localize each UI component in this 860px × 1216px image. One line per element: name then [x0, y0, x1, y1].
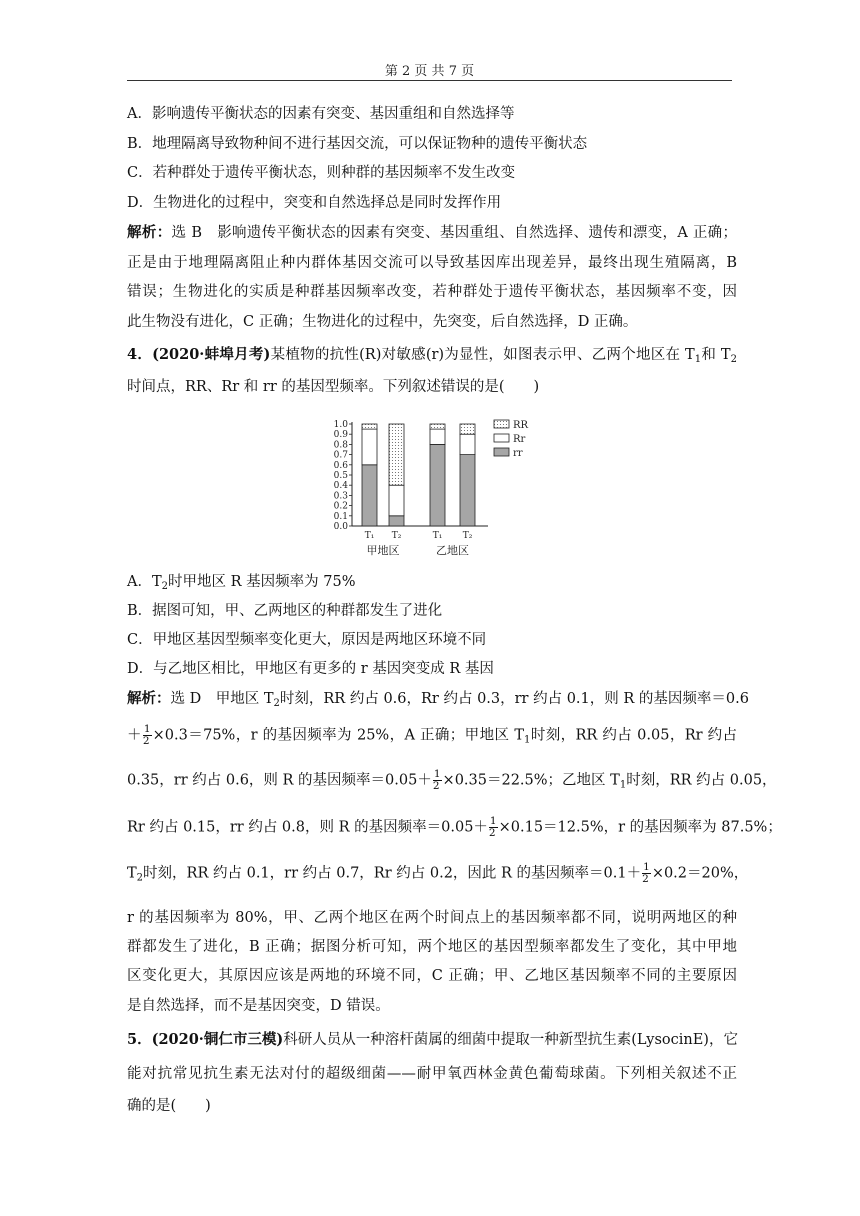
q4-option-d: D．与乙地区相比，甲地区有更多的 r 基因突变成 R 基因 — [127, 661, 494, 677]
fraction-half: $\frac{1}{2}$ — [488, 815, 497, 839]
y-tick-label: 0.9 — [333, 430, 348, 441]
bar-segment-RR — [460, 424, 475, 434]
q4-analysis-line-6: r 的基因频率为 80%，甲、乙两个地区在两个时间点上的基因频率都不同，说明两地区的种 — [127, 910, 737, 926]
legend — [494, 420, 529, 459]
q4-option-a: A．$T_2$时甲地区 R 基因频率为 75% — [127, 574, 356, 592]
q4-option-c: C．甲地区基因型频率变化更大，原因是两地区环境不同 — [127, 632, 487, 648]
legend-label-RR: RR — [513, 420, 529, 431]
y-tick-label: 0.4 — [333, 481, 348, 492]
y-tick-label: 0.3 — [333, 491, 348, 502]
analysis-label: 解析： — [127, 224, 172, 241]
q4-stem-line-1: 4．(2020·蚌埠月考)某植物的抗性(R)对敏感(r)为显性，如图表示甲、乙两个地区在 $T_1$和 $T_2$ — [127, 346, 737, 365]
legend-swatch-Rr — [494, 434, 509, 442]
bar-segment-RR — [430, 424, 445, 429]
y-tick-label: 0.1 — [333, 511, 348, 522]
q3-analysis-line-1: 解析：选 B 影响遗传平衡状态的因素有突变、基因重组、自然选择、遗传和漂变，A 正确； — [127, 224, 738, 241]
q4-analysis-line-5: $T_2$时刻，RR 约占 0.1，rr 约占 0.7，Rr 约占 0.2，因此 R 的基因频率＝0.1＋ $\frac{1}{2}$ ×0.2＝20%， — [127, 861, 749, 885]
legend-swatch-RR — [494, 420, 509, 428]
genotype-frequency-chart — [322, 414, 542, 560]
q3-analysis-line-4: 此生物没有进化，C 正确；生物进化的过程中，先突变，后自然选择，D 正确。 — [127, 314, 638, 330]
bar-segment-RR — [389, 424, 404, 485]
legend-swatch-rr — [494, 448, 509, 456]
y-tick-label: 0.0 — [333, 522, 348, 532]
q3-analysis-line-2: 正是由于地理隔离阻止种内群体基因交流可以导致基因库出现差异，最终出现生殖隔离，B — [127, 255, 737, 271]
q3-analysis-line-3: 错误；生物进化的实质是种群基因频率改变，若种群处于遗传平衡状态，基因频率不变，因 — [127, 284, 737, 300]
q5-stem-line-2: 能对抗常见抗生素无法对付的超级细菌——耐甲氧西林金黄色葡萄球菌。下列相关叙述不正 — [127, 1066, 737, 1082]
q4-analysis-line-9: 是自然选择，而不是基因突变，D 错误。 — [127, 998, 390, 1014]
header-rule — [127, 80, 732, 81]
q4-analysis-line-2: ＋ $\frac{1}{2}$ ×0.3＝75%，r 的基因频率为 25%，A 正确；甲地区 $T_1$时刻，RR 约占 0.05，Rr 约占 — [127, 723, 738, 747]
q4-analysis-line-1: 解析：选 D 甲地区 $T_2$时刻，RR 约占 0.6，Rr 约占 0.3，rr 约占 0.1，则 R 的基因频率＝0.6 — [127, 690, 749, 709]
q3-option-c: C．若种群处于遗传平衡状态，则种群的基因频率不发生改变 — [127, 165, 516, 181]
bar-segment-rr — [460, 455, 475, 526]
legend-label-Rr: Rr — [513, 434, 526, 445]
bar-segment-Rr — [430, 429, 445, 444]
q5-stem-line-3: 确的是( ) — [127, 1098, 211, 1114]
group-label: 甲地区 — [366, 544, 400, 557]
y-tick-label: 0.5 — [333, 471, 348, 481]
q4-analysis-line-4: Rr 约占 0.15，rr 约占 0.8，则 R 的基因频率＝0.05＋ $\frac{1}{2}$ ×0.15＝12.5%，r 的基因频率为 87.5%； — [127, 815, 782, 839]
q4-analysis-line-7: 群都发生了进化，B 正确；据图分析可知，两个地区的基因型频率都发生了变化，其中甲地 — [127, 939, 737, 955]
legend-label-rr: rr — [513, 448, 523, 459]
y-tick-label: 0.2 — [333, 501, 348, 512]
bar-segment-rr — [362, 465, 377, 526]
fraction-half: $\frac{1}{2}$ — [432, 768, 441, 792]
bar-segment-rr — [430, 444, 445, 526]
x-tick-label: T₂ — [391, 531, 402, 541]
q3-option-a: A．影响遗传平衡状态的因素有突变、基因重组和自然选择等 — [127, 106, 515, 122]
q4-source: (2020·蚌埠月考) — [152, 346, 271, 363]
bar-segment-Rr — [460, 434, 475, 454]
x-axis-labels — [365, 531, 473, 557]
page-header: 第 2 页 共 7 页 — [384, 64, 475, 79]
bar-segment-RR — [362, 424, 377, 429]
q4-stem-line-2: 时间点，RR、Rr 和 rr 的基因型频率。下列叙述错误的是( ) — [127, 379, 540, 395]
x-tick-label: T₁ — [432, 531, 443, 541]
fraction-half: $\frac{1}{2}$ — [642, 861, 650, 885]
x-tick-label: T₂ — [462, 531, 473, 541]
y-tick-label: 0.6 — [333, 460, 348, 471]
y-tick-label: 0.8 — [333, 440, 348, 451]
fraction-half: $\frac{1}{2}$ — [142, 723, 151, 747]
q4-analysis-line-8: 区变化更大，其原因应该是两地的环境不同，C 正确；甲、乙地区基因频率不同的主要原因 — [127, 968, 737, 984]
bars — [362, 424, 475, 526]
bar-segment-Rr — [362, 429, 377, 465]
x-tick-label: T₁ — [364, 531, 375, 541]
q4-option-b: B．据图可知，甲、乙两地区的种群都发生了进化 — [127, 603, 443, 619]
q3-option-d: D．生物进化的过程中，突变和自然选择总是同时发挥作用 — [127, 195, 502, 211]
bar-segment-Rr — [389, 485, 404, 516]
q3-option-b: B．地理隔离导致物种间不进行基因交流，可以保证物种的遗传平衡状态 — [127, 136, 588, 152]
bar-segment-rr — [389, 516, 404, 526]
y-tick-label: 0.7 — [333, 450, 348, 461]
q5-stem-line-1: 5．(2020·铜仁市三模)科研人员从一种溶杆菌属的细菌中提取一种新型抗生素(LysocinE)，它 — [127, 1031, 738, 1048]
y-tick-label: 1.0 — [333, 420, 348, 430]
q5-source: (2020·铜仁市三模) — [151, 1031, 284, 1048]
q4-analysis-line-3: 0.35，rr 约占 0.6，则 R 的基因频率＝0.05＋ $\frac{1}{2}$ ×0.35＝22.5%；乙地区 $T_1$时刻，RR 约占 0.05， — [127, 768, 777, 792]
group-label: 乙地区 — [436, 544, 469, 557]
